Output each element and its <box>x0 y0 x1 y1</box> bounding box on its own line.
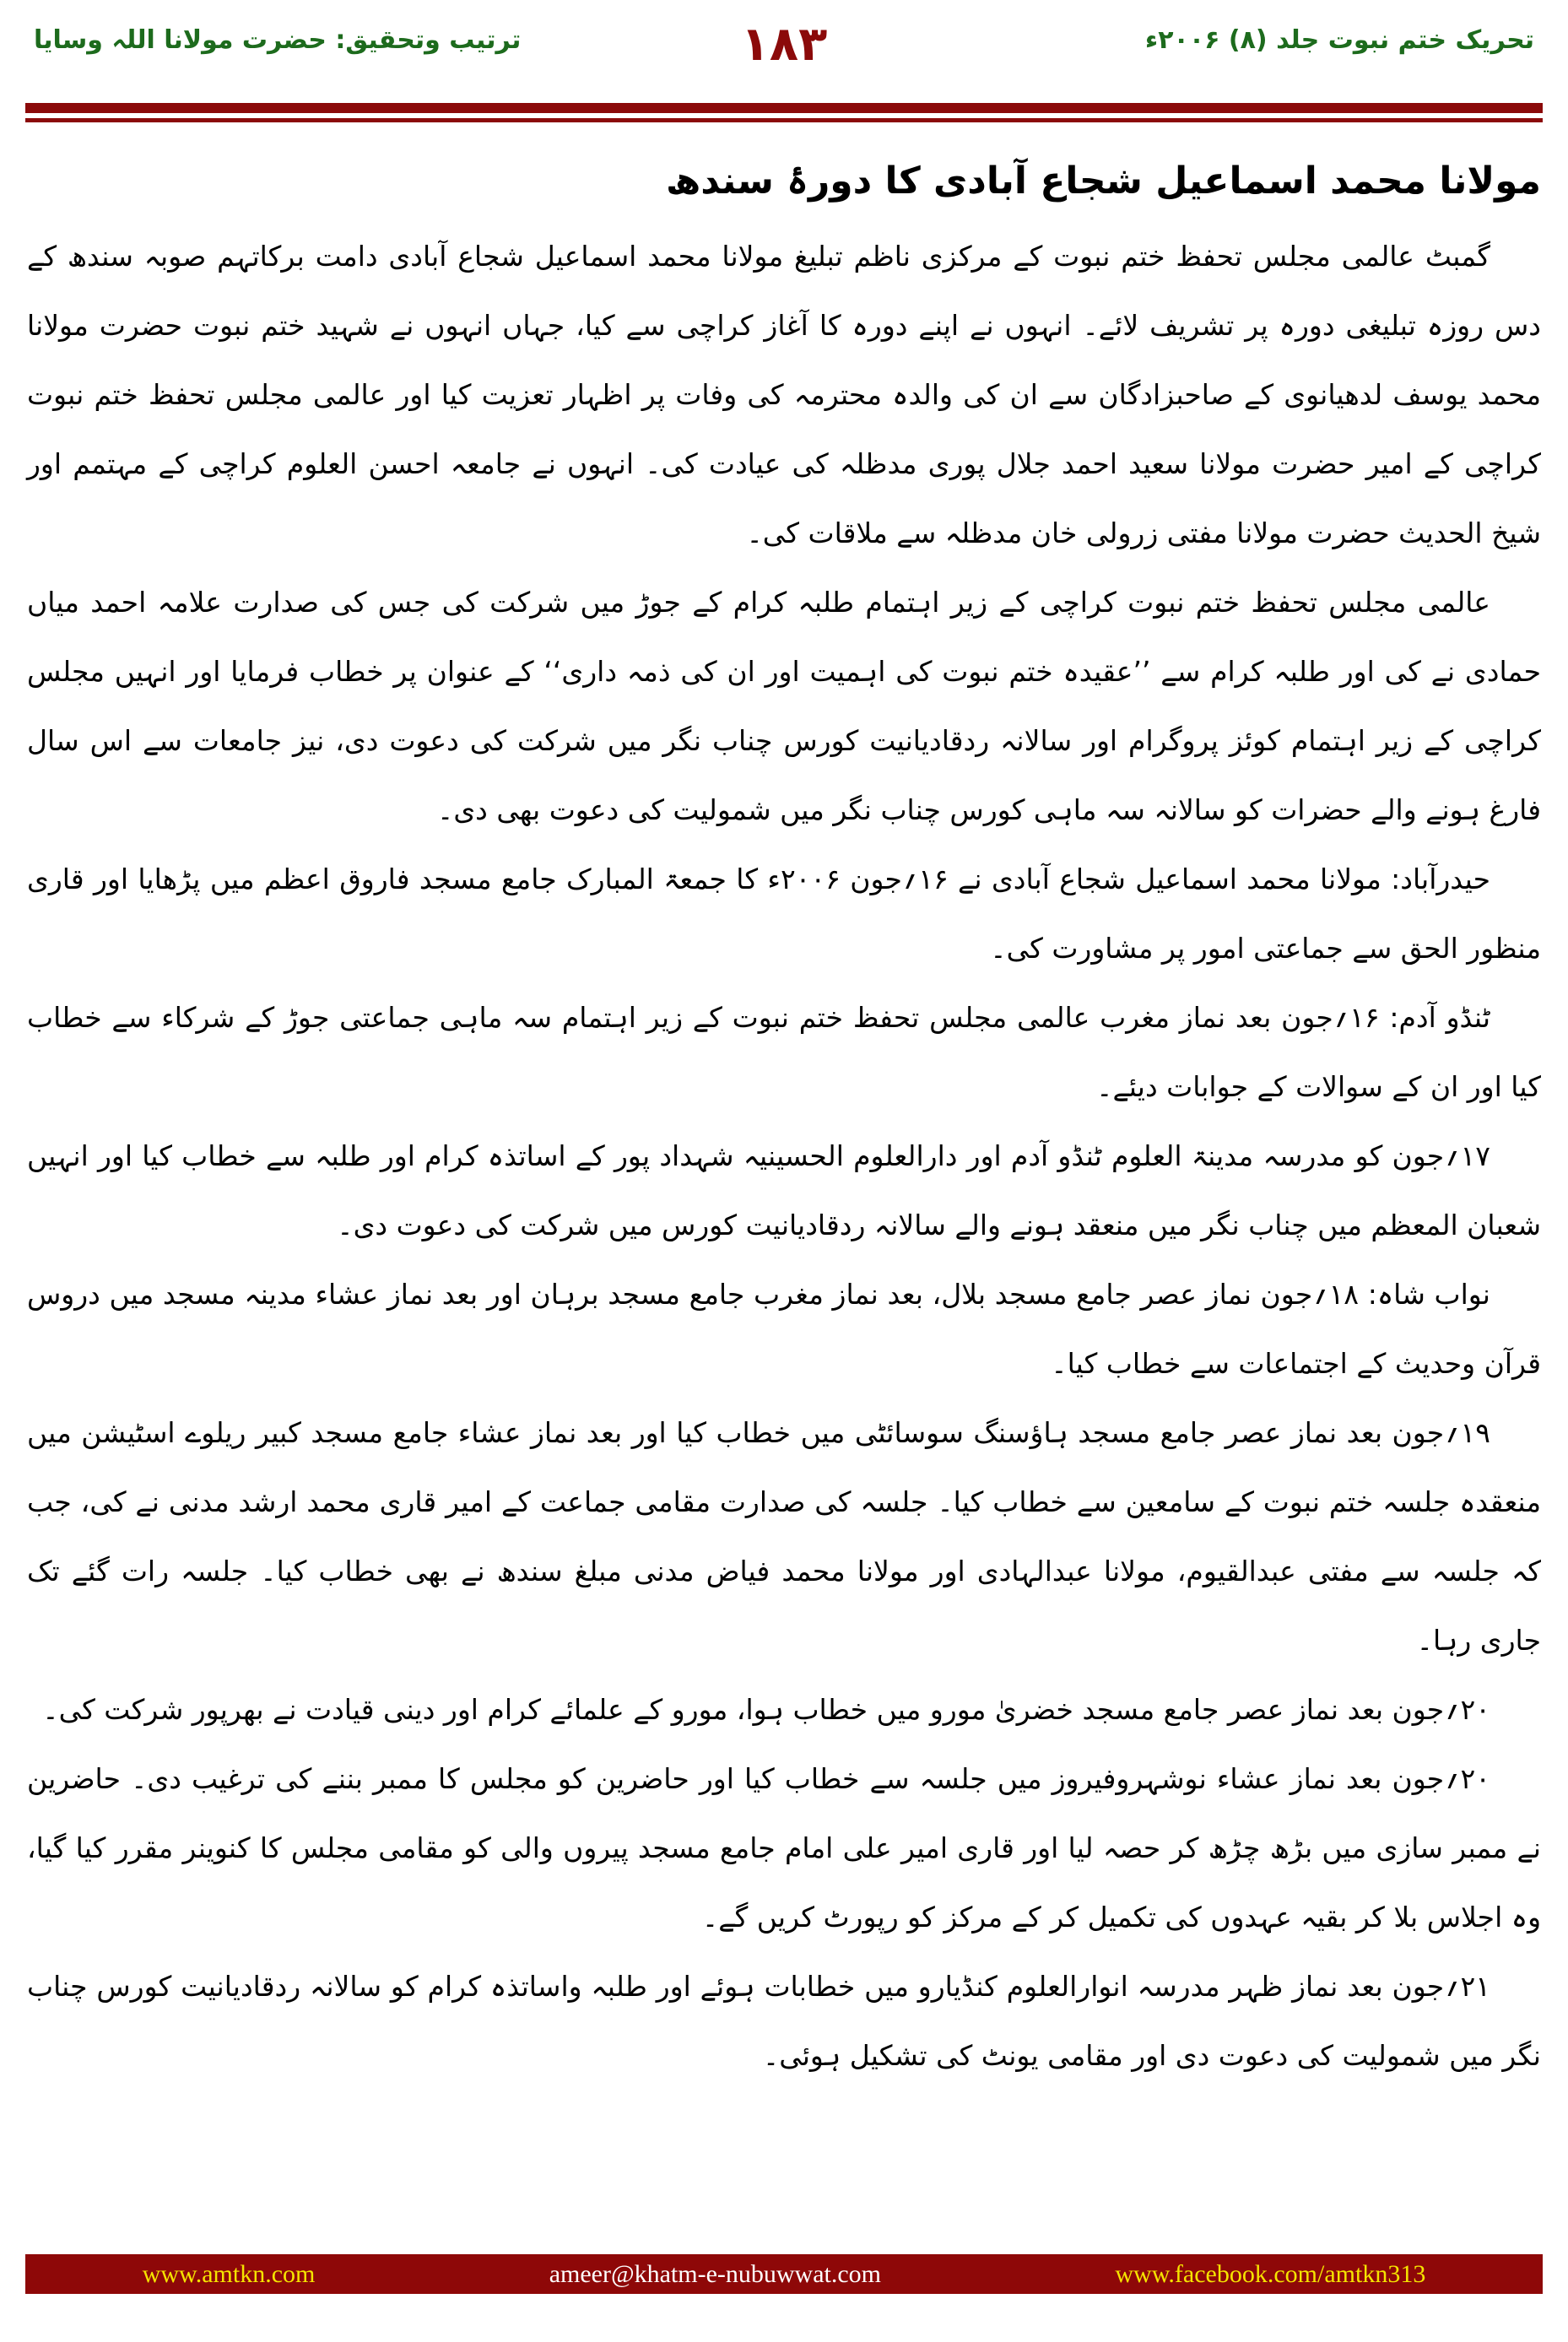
page-number: ۱۸۳ <box>740 17 828 72</box>
article-title: مولانا محمد اسماعیل شجاع آبادی کا دورۂ سندھ <box>665 160 1541 203</box>
compiler-credit: ترتیب وتحقیق: حضرت مولانا اللہ وسایا <box>34 25 522 55</box>
header-rule-thick <box>25 103 1543 113</box>
paragraph-tando-adam: ٹنڈو آدم: ۱۶؍جون بعد نماز مغرب عالمی مجلس تحفظ ختم نبوت کے زیر اہتمام سہ ماہی جماعتی جوڑ کے شرکاء سے خطاب کیا اور ان کے سوالات کے جوابات دیئے۔ <box>27 1001 1541 1103</box>
paragraph-moro: ۲۰؍جون بعد نماز عصر جامع مسجد خضریٰ مورو میں خطاب ہوا، مورو کے علمائے کرام اور دینی قیادت نے بھرپور شرکت کی۔ <box>42 1693 1490 1726</box>
header-rule-thin <box>25 118 1543 122</box>
facebook-link[interactable]: www.facebook.com/amtkn313 <box>1115 2259 1426 2288</box>
paragraph-naushahro-feroze: ۲۰؍جون بعد نماز عشاء نوشہروفیروز میں جلسہ سے خطاب کیا اور حاضرین کو مجلس کا ممبر بننے کی ترغیب دی۔ حاضرین نے ممبر سازی میں بڑھ چڑھ کر حصہ لیا اور قاری امیر علی امام جامع مسجد پیروں والی کو مقامی مجلس کا کنوینر مقرر کیا گیا، وہ اجلاس بلا کر بقیہ عہدوں کی تکمیل کر کے مرکز کو رپورٹ کریں گے۔ <box>27 1762 1541 1934</box>
paragraph-students-gathering: عالمی مجلس تحفظ ختم نبوت کراچی کے زیر اہتمام طلبہ کرام کے جوڑ میں شرکت کی جس کی صدارت علامہ احمد میاں حمادی نے کی اور طلبہ کرام سے ’’عقیدہ ختم نبوت کی اہمیت اور ان کی ذمہ داری‘‘ کے عنوان پر خطاب فرمایا اور انہیں مجلس کراچی کے زیر اہتمام کوئز پروگرام اور سالانہ ردقادیانیت کورس چناب نگر میں شرکت کی دعوت دی، نیز جامعات سے اس سال فارغ ہونے والے حضرات کو سالانہ سہ ماہی کورس چناب نگر میں شمولیت کی دعوت بھی دی۔ <box>27 586 1541 826</box>
book-title: تحریک ختم نبوت جلد (۸) ۲۰۰۶ء <box>1144 25 1534 55</box>
paragraph-karachi: گمبٹ عالمی مجلس تحفظ ختم نبوت کے مرکزی ناظم تبلیغ مولانا محمد اسماعیل شجاع آبادی دامت برکاتہم صوبہ سندھ کے دس روزہ تبلیغی دورہ پر تشریف لائے۔ انہوں نے اپنے دورہ کا آغاز کراچی سے کیا، جہاں انہوں نے شہید ختم نبوت حضرت مولانا محمد یوسف لدھیانوی کے صاحبزادگان سے ان کی والدہ محترمہ کی وفات پر اظہار تعزیت کیا اور عالمی مجلس تحفظ ختم نبوت کراچی کے امیر حضرت مولانا سعید احمد جلال پوری مدظلہ کی عیادت کی۔ انہوں نے جامعہ احسن العلوم کراچی کے مہتمم اور شیخ الحدیث حضرت مولانا مفتی زرولی خان مدظلہ سے ملاقات کی۔ <box>27 240 1541 549</box>
email-link[interactable]: ameer@khatm-e-nubuwwat.com <box>549 2259 882 2288</box>
paragraph-june-17: ۱۷؍جون کو مدرسہ مدینۃ العلوم ٹنڈو آدم اور دارالعلوم الحسینیہ شہداد پور کے اساتذہ کرام اور طلبہ سے خطاب کیا اور انہیں شعبان المعظم میں چناب نگر میں منعقد ہونے والے سالانہ ردقادیانیت کورس میں شرکت کی دعوت دی۔ <box>27 1139 1541 1241</box>
paragraph-june-19: ۱۹؍جون بعد نماز عصر جامع مسجد ہاؤسنگ سوسائٹی میں خطاب کیا اور بعد نماز عشاء جامع مسجد کبیر ریلوے اسٹیشن میں منعقدہ جلسہ ختم نبوت کے سامعین سے خطاب کیا۔ جلسہ کی صدارت مقامی جماعت کے امیر قاری محمد ارشد مدنی نے کی، جب کہ جلسہ سے مفتی عبدالقیوم، مولانا عبدالہادی اور مولانا محمد فیاض مدنی مبلغ سندھ نے بھی خطاب کیا۔ جلسہ رات گئے تک جاری رہا۔ <box>27 1416 1541 1657</box>
website-link[interactable]: www.amtkn.com <box>142 2259 316 2288</box>
paragraph-kandiaro: ۲۱؍جون بعد نماز ظہر مدرسہ انوارالعلوم کنڈیارو میں خطابات ہوئے اور طلبہ واساتذہ کرام کو سالانہ ردقادیانیت کورس چناب نگر میں شمولیت کی دعوت دی اور مقامی یونٹ کی تشکیل ہوئی۔ <box>27 1970 1541 2072</box>
paragraph-nawabshah: نواب شاہ: ۱۸؍جون نماز عصر جامع مسجد بلال، بعد نماز مغرب جامع مسجد برہان اور بعد نماز عشاء مدینہ مسجد میں دروس قرآن وحدیث کے اجتماعات سے خطاب کیا۔ <box>27 1278 1541 1380</box>
footer-band <box>25 2254 1543 2294</box>
paragraph-hyderabad: حیدرآباد: مولانا محمد اسماعیل شجاع آبادی نے ۱۶؍جون ۲۰۰۶ء کا جمعۃ المبارک جامع مسجد فاروق اعظم میں پڑھایا اور قاری منظور الحق سے جماعتی امور پر مشاورت کی۔ <box>27 863 1541 965</box>
article <box>27 148 1541 2090</box>
